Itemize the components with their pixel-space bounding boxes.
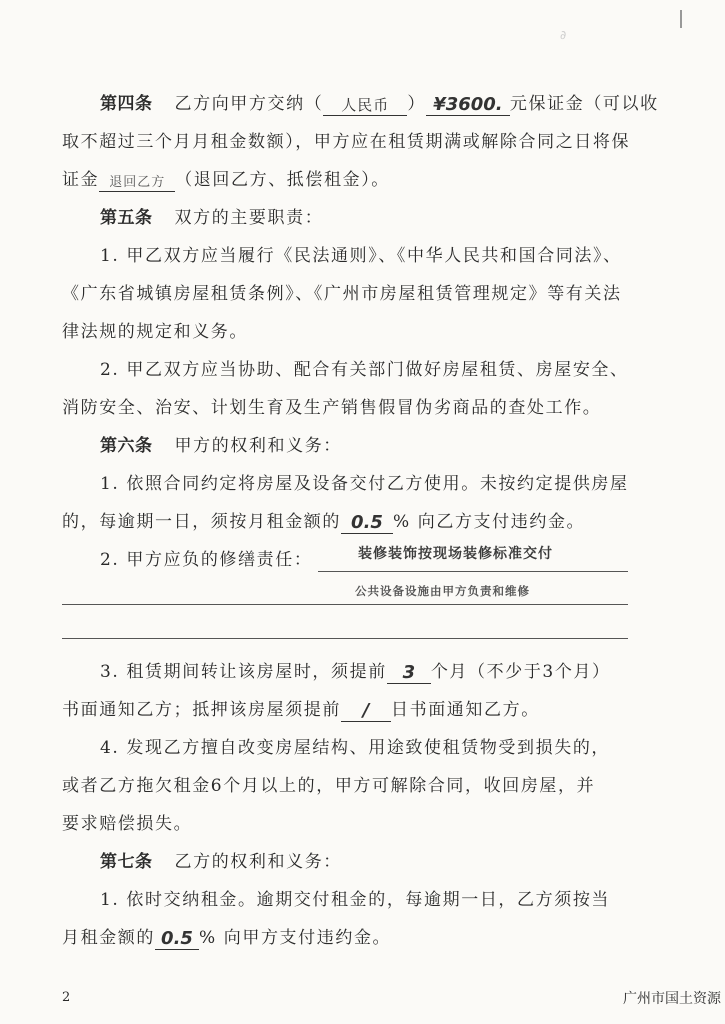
article-5-title-line: 第五条 双方的主要职责： [100, 208, 324, 228]
footer-issuer: 广州市国土资源 [623, 991, 721, 1007]
mortgage-notice-days-field: / [341, 699, 391, 722]
article-7-p1-line-2: 月租金额的 0.5 % 向甲方支付违约金。 [62, 928, 392, 949]
deposit-amount-field: ¥3600. [426, 93, 510, 116]
repair-line-2 [62, 604, 628, 605]
tenant-penalty-rate-field: 0.5 [155, 927, 199, 950]
article-6-heading: 第六条 [100, 436, 153, 456]
currency-field: 人民币 [323, 93, 407, 116]
article-5-p1-line-3: 律法规的规定和义务。 [62, 322, 248, 342]
article-4-heading: 第四条 [100, 94, 153, 114]
repair-stamp-2: 公共设备设施由甲方负责和维修 [355, 584, 530, 598]
article-5-p2-line-2: 消防安全、治安、计划生育及生产销售假冒伪劣商品的查处工作。 [62, 398, 602, 418]
article-5-p2-line-1: 2. 甲乙双方应当协助、配合有关部门做好房屋租赁、房屋安全、 [100, 360, 629, 380]
article-5-p1-line-1: 1. 甲乙双方应当履行《民法通则》、《中华人民共和国合同法》、 [100, 246, 622, 266]
article-6-p1-line-2: 的，每逾期一日，须按月租金额的 0.5 % 向乙方支付违约金。 [62, 512, 586, 533]
article-4-line-3: 证金 退回乙方 （退回乙方、抵偿租金）。 [62, 170, 390, 190]
article-4-line-1: 第四条 乙方向甲方交纳（ 人民币 ） ¥3600. 元保证金（可以收 [100, 94, 659, 115]
article-6-p4-line-1: 4. 发现乙方擅自改变房屋结构、用途致使租赁物受到损失的， [100, 738, 611, 758]
scan-artifact [680, 10, 682, 28]
article-6-p4-line-3: 要求赔偿损失。 [62, 814, 193, 834]
deposit-handling-field: 退回乙方 [99, 169, 175, 192]
article-5-heading: 第五条 [100, 208, 153, 228]
article-5-p1-line-2: 《广东省城镇房屋租赁条例》、《广州市房屋租赁管理规定》等有关法 [62, 284, 622, 304]
article-6-p2-label: 2. 甲方应负的修缮责任： [100, 550, 313, 570]
article-6-p4-line-2: 或者乙方拖欠租金6个月以上的，甲方可解除合同，收回房屋，并 [62, 776, 596, 796]
article-6-p3-line-1: 3. 租赁期间转让该房屋时，须提前 3 个月（不少于3个月） [100, 662, 611, 683]
article-4-line-2: 取不超过三个月月租金数额），甲方应在租赁期满或解除合同之日将保 [62, 132, 631, 152]
article-7-p1-line-1: 1. 依时交纳租金。逾期交付租金的，每逾期一日，乙方须按当 [100, 890, 611, 910]
page-number: 2 [62, 990, 71, 1005]
article-6-p1-line-1: 1. 依照合同约定将房屋及设备交付乙方使用。未按约定提供房屋 [100, 474, 629, 494]
transfer-notice-months-field: 3 [387, 661, 431, 684]
landlord-penalty-rate-field: 0.5 [341, 511, 393, 534]
article-7-heading: 第七条 [100, 852, 153, 872]
repair-stamp-1: 装修装饰按现场装修标准交付 [358, 546, 553, 562]
article-6-p3-line-2: 书面通知乙方；抵押该房屋须提前 / 日书面通知乙方。 [62, 700, 540, 721]
article-7-title-line: 第七条 乙方的权利和义务： [100, 852, 342, 872]
repair-line-1 [318, 571, 628, 572]
repair-line-3 [62, 638, 628, 639]
article-6-title-line: 第六条 甲方的权利和义务： [100, 436, 342, 456]
scan-artifact: ∂ [560, 28, 567, 42]
